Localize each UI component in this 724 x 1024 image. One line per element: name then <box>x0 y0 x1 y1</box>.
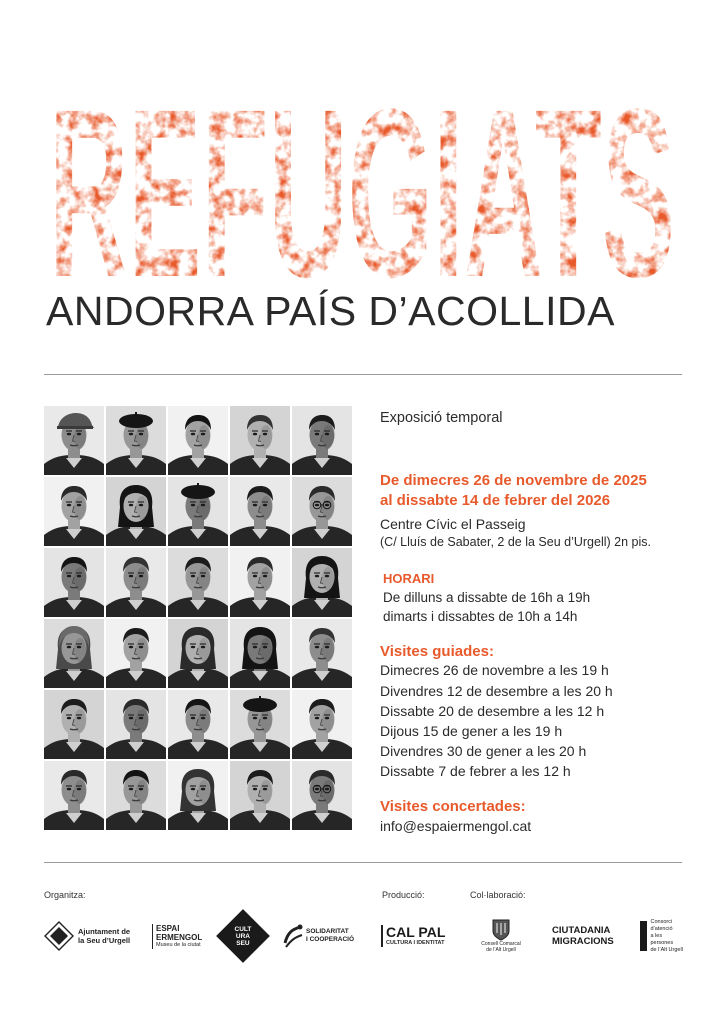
dates-line-1: De dimecres 26 de novembre de 2025 <box>380 472 647 489</box>
portrait-photo <box>230 690 290 759</box>
logo-consorci-line3: a les persones <box>650 932 674 946</box>
portrait-photo <box>168 619 228 688</box>
bottom-divider <box>44 862 682 863</box>
portrait-photo <box>44 406 104 475</box>
contact-email[interactable]: info@espaiermengol.cat <box>380 818 532 834</box>
logo-espai-line2: ERMENGOL <box>156 932 203 942</box>
exhibition-type: Exposició temporal <box>380 410 503 426</box>
schedule-heading: HORARI <box>383 571 435 586</box>
logo-solidaritat-line2: I COOPERACIÓ <box>306 936 355 943</box>
guided-visit-item: Dissabte 7 de febrer a les 12 h <box>380 763 571 779</box>
organizer-label: Organitza: <box>44 890 86 900</box>
logo-ajuntament <box>44 913 134 959</box>
exhibition-title <box>46 58 678 288</box>
logo-cultura-line1: CULT <box>234 925 252 933</box>
logo-consell-comarcal <box>471 913 531 959</box>
portrait-photo <box>168 761 228 830</box>
logo-consorci-line1: Consorci <box>650 918 673 925</box>
logo-espai-line3: Museu de la ciutat <box>156 941 201 948</box>
logo-ciutadania-line2: MIGRACIONS <box>552 936 614 947</box>
logo-cal-pal <box>381 913 461 959</box>
portrait-photo <box>106 477 166 546</box>
logo-ciutadania-migracions <box>552 913 624 959</box>
hands-icon <box>282 923 304 949</box>
logo-cultura-seu <box>224 913 262 959</box>
schedule-line-1: De dilluns a dissabte de 16h a 19h <box>383 590 591 605</box>
portrait-photo <box>292 548 352 617</box>
portrait-photo <box>168 406 228 475</box>
guided-visit-item: Dissabte 20 de desembre a les 12 h <box>380 703 605 719</box>
arranged-visits-heading: Visites concertades: <box>380 798 526 815</box>
guided-visits-heading: Visites guiades: <box>380 643 494 660</box>
portrait-photo <box>106 406 166 475</box>
portrait-photo <box>106 548 166 617</box>
portrait-photo <box>168 548 228 617</box>
logo-ajuntament-line2: la Seu d’Urgell <box>78 936 131 945</box>
portrait-photo <box>106 761 166 830</box>
venue-name: Centre Cívic el Passeig <box>380 516 526 532</box>
logo-espai-ermengol <box>152 913 212 959</box>
logo-consorci <box>640 913 684 959</box>
exhibition-title-text: REFUGIATS <box>49 59 675 288</box>
logo-espai-line1: ESPAI <box>156 923 180 933</box>
portrait-photo <box>44 690 104 759</box>
portrait-photo <box>230 548 290 617</box>
venue-address: (C/ Lluís de Sabater, 2 de la Seu d’Urgell) 2n pis. <box>380 535 651 549</box>
portrait-photo <box>106 690 166 759</box>
collaboration-label: Col·laboració: <box>470 890 526 900</box>
guided-visit-item: Divendres 12 de desembre a les 20 h <box>380 683 613 699</box>
top-divider <box>44 374 682 375</box>
portrait-photo <box>230 761 290 830</box>
logo-calpal-line2: CULTURA I IDENTITAT <box>386 940 445 946</box>
portrait-photo <box>44 761 104 830</box>
portrait-photo <box>292 690 352 759</box>
guided-visit-item: Dimecres 26 de novembre a les 19 h <box>380 662 609 678</box>
shield-icon <box>44 921 74 951</box>
portrait-photo <box>292 477 352 546</box>
production-label: Producció: <box>382 890 425 900</box>
portrait-photo <box>44 548 104 617</box>
guided-visit-item: Dijous 15 de gener a les 19 h <box>380 723 563 739</box>
portrait-photo <box>230 619 290 688</box>
logo-ajuntament-line1: Ajuntament de <box>78 927 131 936</box>
portrait-photo <box>230 477 290 546</box>
portrait-photo <box>44 477 104 546</box>
guided-visit-item: Divendres 30 de gener a les 20 h <box>380 743 587 759</box>
logo-consell-line1: Consell Comarcal <box>481 941 521 947</box>
logo-calpal-line1: CAL PAL <box>386 924 446 940</box>
logo-solidaritat <box>282 913 362 959</box>
portrait-photo <box>106 619 166 688</box>
schedule-line-2: dimarts i dissabtes de 10h a 14h <box>383 609 578 624</box>
logo-cultura-line2: URA <box>235 932 251 940</box>
portrait-photo <box>292 406 352 475</box>
dates-line-2: al dissabte 14 de febrer del 2026 <box>380 492 611 509</box>
logo-consorci-line2: d’atenció <box>650 925 673 932</box>
coat-of-arms-icon <box>492 919 510 941</box>
portrait-photo <box>292 761 352 830</box>
logo-consorci-line4: de l’Alt Urgell <box>650 946 683 953</box>
logo-cultura-line3: SEU <box>236 939 250 947</box>
portrait-photo <box>168 477 228 546</box>
logo-ciutadania-line1: CIUTADANIA <box>552 925 611 936</box>
portrait-photo <box>292 619 352 688</box>
portrait-photo <box>168 690 228 759</box>
refugee-portrait-grid <box>44 406 352 832</box>
logo-consell-line2: de l’Alt Urgell <box>486 947 516 953</box>
portrait-photo <box>230 406 290 475</box>
exhibition-subtitle: ANDORRA PAÍS D’ACOLLIDA <box>46 288 615 334</box>
logo-solidaritat-line1: SOLIDARITAT <box>306 928 349 935</box>
portrait-photo <box>44 619 104 688</box>
